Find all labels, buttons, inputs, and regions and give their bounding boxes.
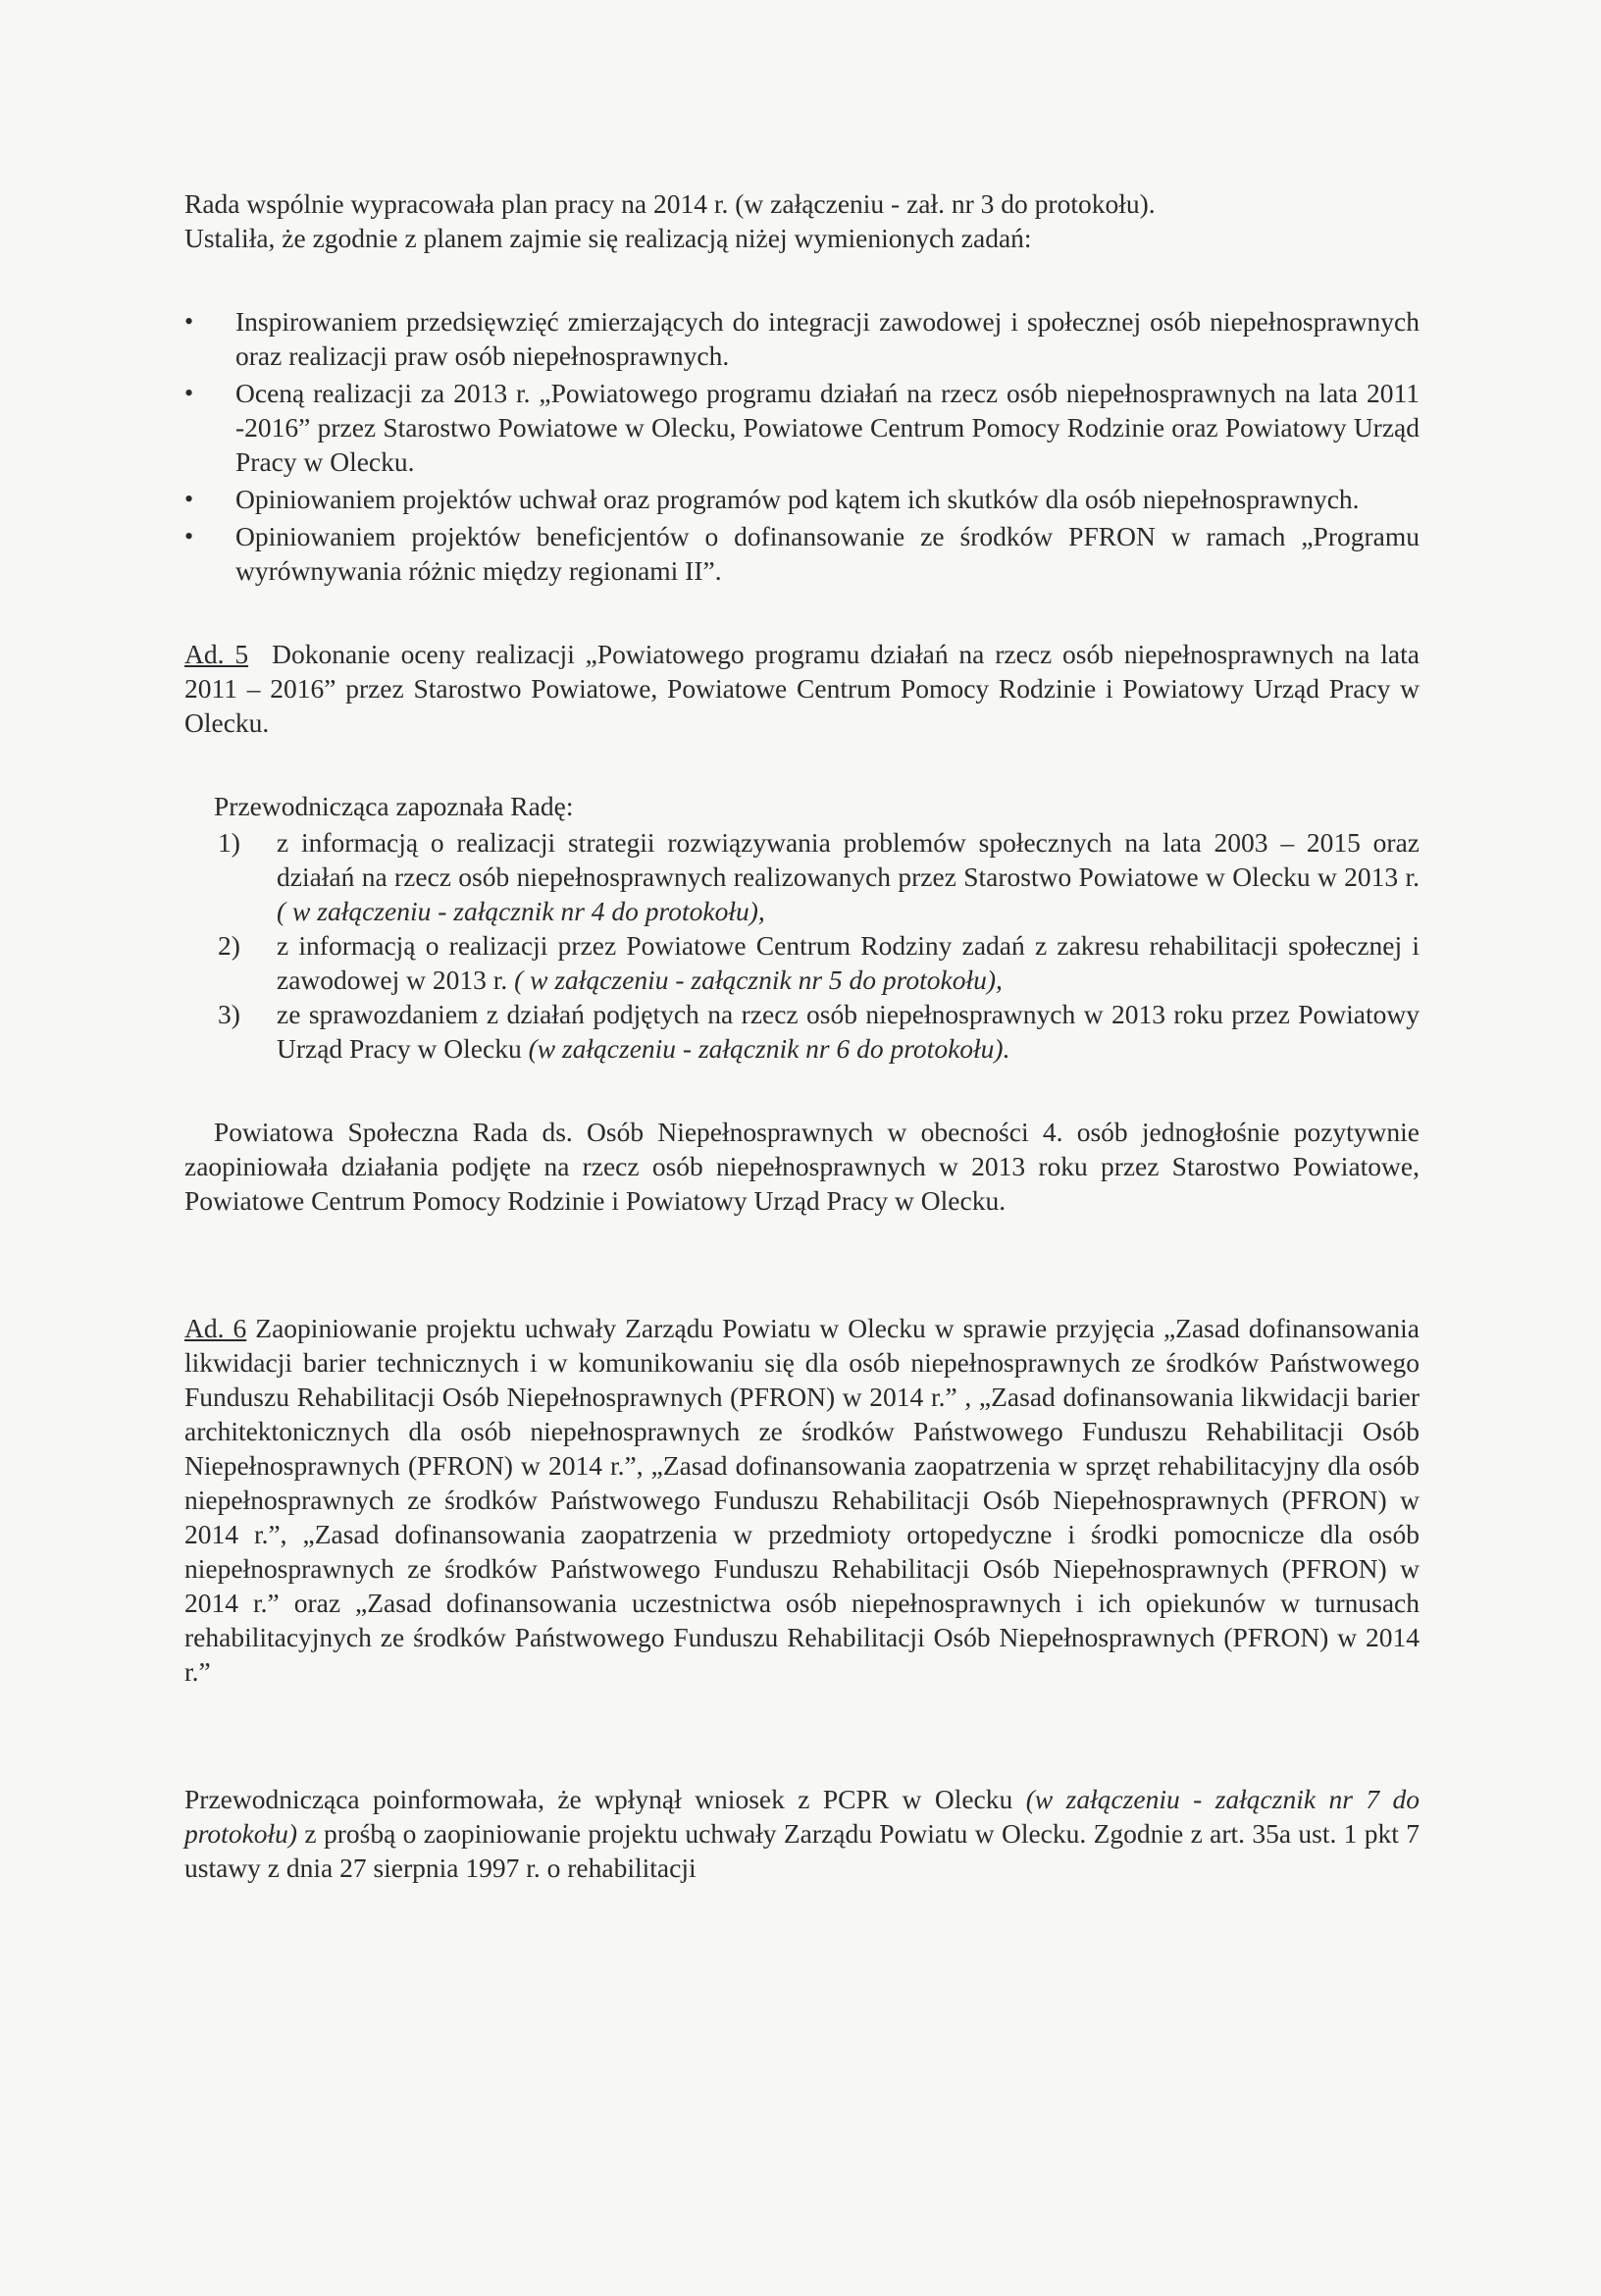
- info-item-text: ze sprawozdaniem z działań podjętych na rzecz osób niepełnosprawnych w 2013 roku przez Powiatowy Urząd Pracy w Olecku: [277, 999, 1420, 1064]
- ad6-heading: Ad. 6: [184, 1313, 247, 1343]
- task-item: • Opiniowaniem projektów uchwał oraz programów pod kątem ich skutków dla osób niepełnosprawnych.: [235, 482, 1420, 516]
- ad5-heading: Ad. 5: [184, 639, 249, 669]
- intro-paragraph: [184, 186, 1420, 255]
- task-item: • Opiniowaniem projektów beneficjentów o dofinansowanie ze środków PFRON w ramach „Programu wyrównywania różnic między regionami II”.: [235, 519, 1420, 588]
- task-list: [184, 304, 1420, 588]
- info-item-note: (w załączeniu - załącznik nr 6 do protokołu).: [528, 1033, 1010, 1064]
- intro-line-1: Rada wspólnie wypracowała plan pracy na 2014 r. (w załączeniu - zał. nr 3 do protokołu).: [184, 188, 1156, 219]
- info-item: [218, 997, 1420, 1066]
- ad5-section: [184, 637, 1420, 740]
- task-item: • Oceną realizacji za 2013 r. „Powiatowego programu działań na rzecz osób niepełnosprawnych na lata 2011 -2016” przez Starostwo Powiatowe w Olecku, Powiatowe Centrum Pomocy Rodzinie oraz Powiatowy Urząd Pracy w Olecku.: [235, 376, 1420, 479]
- info-item-note: ( w załączeniu - załącznik nr 4 do protokołu),: [277, 896, 765, 926]
- opinion-text: Powiatowa Społeczna Rada ds. Osób Niepełnosprawnych w obecności 4. osób jednogłośnie pozytywnie zaopiniowała działania podjęte na rzecz osób niepełnosprawnych w 2013 roku przez Starostwo Powiatowe, Powiatowe Centrum Pomocy Rodzinie i Powiatowy Urząd Pracy w Olecku.: [184, 1117, 1420, 1216]
- info-item: [218, 825, 1420, 928]
- info-item-note: ( w załączeniu - załącznik nr 5 do protokołu),: [514, 965, 1003, 995]
- intro-line-2: Ustaliła, że zgodnie z planem zajmie się realizacją niżej wymienionych zadań:: [184, 223, 1032, 253]
- final-text-2: z prośbą o zaopiniowanie projektu uchwały Zarządu Powiatu w Olecku. Zgodnie z art. 35a ust. 1 pkt 7 ustawy z dnia 27 sierpnia 1997 r. o rehabilitacji: [184, 1818, 1420, 1883]
- info-item: [218, 928, 1420, 997]
- ad5-text: Dokonanie oceny realizacji „Powiatowego programu działań na rzecz osób niepełnosprawnych na lata 2011 – 2016” przez Starostwo Powiatowe, Powiatowe Centrum Pomocy Rodzinie i Powiatowy Urząd Pracy w Olecku.: [184, 639, 1420, 738]
- chair-intro: Przewodnicząca zapoznała Radę:: [214, 791, 574, 821]
- chair-info-list: [184, 825, 1420, 1066]
- info-item-number: 2): [218, 930, 240, 961]
- info-item-text: z informacją o realizacji przez Powiatowe Centrum Rodziny zadań z zakresu rehabilitacji społecznej i zawodowej w 2013 r.: [277, 930, 1420, 995]
- info-item-number: 3): [218, 999, 240, 1029]
- final-text-1: Przewodnicząca poinformowała, że wpłynął wniosek z PCPR w Olecku: [184, 1784, 1013, 1814]
- final-note: (w załączeniu - załącznik nr 7 do protokołu): [184, 1784, 1420, 1849]
- final-paragraph: [184, 1782, 1420, 1885]
- opinion-paragraph: [184, 1115, 1420, 1218]
- ad6-section: [184, 1311, 1420, 1689]
- task-item: • Inspirowaniem przedsięwzięć zmierzających do integracji zawodowej i społecznej osób niepełnosprawnych oraz realizacji praw osób niepełnosprawnych.: [235, 304, 1420, 373]
- info-item-number: 1): [218, 827, 240, 858]
- info-item-text: z informacją o realizacji strategii rozwiązywania problemów społecznych na lata 2003 – 2015 oraz działań na rzecz osób niepełnosprawnych realizowanych przez Starostwo Powiatowe w Olecku w 2013 r.: [277, 827, 1420, 892]
- ad6-text: Zaopiniowanie projektu uchwały Zarządu Powiatu w Olecku w sprawie przyjęcia „Zasad dofinansowania likwidacji barier technicznych i w komunikowaniu się dla osób niepełnosprawnych ze środków Państwowego Funduszu Rehabilitacji Osób Niepełnosprawnych (PFRON) w 2014 r.” , „Zasad dofinansowania likwidacji barier architektonicznych dla osób niepełnosprawnych ze środków Państwowego Funduszu Rehabilitacji Osób Niepełnosprawnych (PFRON) w 2014 r.”, „Zasad dofinansowania zaopatrzenia w sprzęt rehabilitacyjny dla osób niepełnosprawnych ze środków Państwowego Funduszu Rehabilitacji Osób Niepełnosprawnych (PFRON) w 2014 r.”, „Zasad dofinansowania zaopatrzenia w przedmioty ortopedyczne i środki pomocnicze dla osób niepełnosprawnych ze środków Państwowego Funduszu Rehabilitacji Osób Niepełnosprawnych (PFRON) w 2014 r.” oraz „Zasad dofinansowania uczestnictwa osób niepełnosprawnych i ich opiekunów w turnusach rehabilitacyjnych ze środków Państwowego Funduszu Rehabilitacji Osób Niepełnosprawnych (PFRON) w 2014 r.”: [184, 1313, 1420, 1687]
